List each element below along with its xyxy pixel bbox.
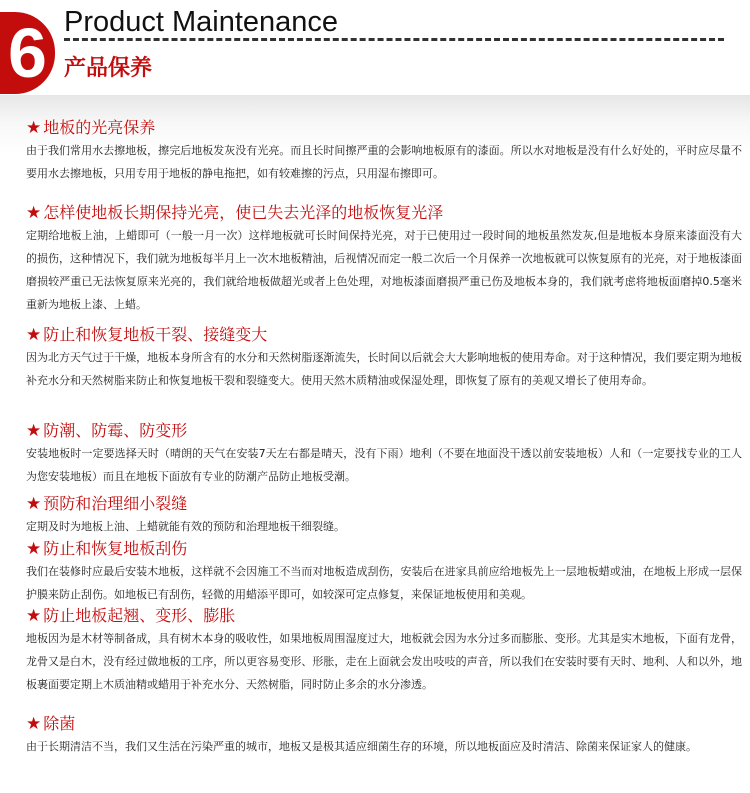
section-title: ★ 预防和治理细小裂缝 — [26, 494, 188, 514]
title-chinese: 产品保养 — [64, 56, 153, 81]
section-body: 定期及时为地板上油、上蜡就能有效的预防和治理地板干细裂缝。 — [26, 520, 345, 533]
star-icon: ★ — [26, 118, 42, 138]
content-panel — [0, 95, 750, 793]
section-moisture-proof — [26, 420, 742, 488]
title-english: Product Maintenance — [64, 6, 339, 38]
star-icon: ★ — [26, 606, 42, 626]
section-title: ★ 防潮、防霉、防变形 — [26, 421, 188, 441]
star-icon: ★ — [26, 714, 42, 734]
section-keep-gloss — [26, 202, 742, 316]
section-body: 因为北方天气过于干燥，地板本身所含有的水分和天然树脂逐渐流失，长时间以后就会大大影响地板的使用寿命。对于这种情况，我们要定期为地板补充水分和天然树脂来防止和恢复地板干裂和裂缝变大。使用天然木质精油或保湿处理，即恢复了原有的美观又增长了使用寿命。 — [26, 351, 742, 387]
section-prevent-cracking — [26, 324, 742, 392]
dashed-divider — [64, 38, 724, 41]
section-body: 地板因为是木材等制备成，具有树木本身的吸收性，如果地板周围湿度过大，地板就会因为水分过多而膨胀、变形。尤其是实木地板，下面有龙骨，龙骨又是白木，没有经过做地板的工序，所以更容易变形、形胀，走在上面就会发出吱吱的声音，所以我们在安装时要有天时、地利、人和以外，地板裹面要定期上木质油精或蜡用于补充水分、天然树脂，同时防止多余的水分渗透。 — [26, 632, 742, 691]
section-title: ★ 怎样使地板长期保持光亮，使已失去光泽的地板恢复光泽 — [26, 203, 444, 223]
section-title: ★ 防止地板起翘、变形、膨胀 — [26, 606, 236, 626]
section-title: ★ 除菌 — [26, 714, 76, 734]
section-body: 定期给地板上油，上蜡即可（一般一月一次）这样地板就可长时间保持光亮，对于已使用过一段时间的地板虽然发灰,但是地板本身原来漆面没有大的损伤，这种情况下，我们就为地板每半月上一次木地板精油，后视情况而定一般二次后一个月保养一次地板就可以恢复原有的光亮，对于地板漆面磨损较严重已无法恢复原来光亮的，我们就给地板做超光或者上色处理，对地板漆面磨损严重已伤及地板本身的，我们就考虑将地板面磨掉0.5毫米重新为地板上漆、上蜡。 — [26, 229, 742, 311]
star-icon: ★ — [26, 203, 42, 223]
section-sterilize — [26, 713, 742, 758]
section-prevent-warping — [26, 605, 742, 696]
section-body: 由于我们常用水去擦地板，擦完后地板发灰没有光亮。而且长时间擦严重的会影响地板原有的漆面。所以水对地板是没有什么好处的，平时应尽量不要用水去擦地板，只用专用于地板的静电拖把，如有较难擦的污点，只用湿布擦即可。 — [26, 144, 742, 180]
star-icon: ★ — [26, 421, 42, 441]
star-icon: ★ — [26, 539, 42, 559]
section-title: ★ 防止和恢复地板干裂、接缝变大 — [26, 325, 268, 345]
section-body: 我们在装修时应最后安装木地板，这样就不会因施工不当而对地板造成刮伤，安装后在进家具前应给地板先上一层地板蜡或油，在地板上形成一层保护膜来防止刮伤。如地板已有刮伤，轻微的用蜡添平即可，如较深可定点修复，来保证地板使用和美观。 — [26, 565, 742, 601]
section-title: ★ 防止和恢复地板刮伤 — [26, 539, 188, 559]
section-header — [0, 0, 750, 95]
section-number-badge: 6 — [0, 12, 55, 94]
section-body: 由于长期清洁不当，我们又生活在污染严重的城市，地板又是极其适应细菌生存的环境，所以地板面应及时清洁、除菌来保证家人的健康。 — [26, 740, 697, 753]
section-body: 安装地板时一定要选择天时（晴朗的天气在安装7天左右都是晴天，没有下雨）地利（不要在地面没干透以前安装地板）人和（一定要找专业的工人为您安装地板）而且在地板下面放有专业的防潮产品防止地板受潮。 — [26, 447, 742, 483]
section-floor-gloss — [26, 117, 742, 185]
section-title: ★ 地板的光亮保养 — [26, 118, 156, 138]
star-icon: ★ — [26, 325, 42, 345]
section-prevent-scratches — [26, 538, 742, 606]
section-fine-cracks — [26, 493, 742, 538]
star-icon: ★ — [26, 494, 42, 514]
